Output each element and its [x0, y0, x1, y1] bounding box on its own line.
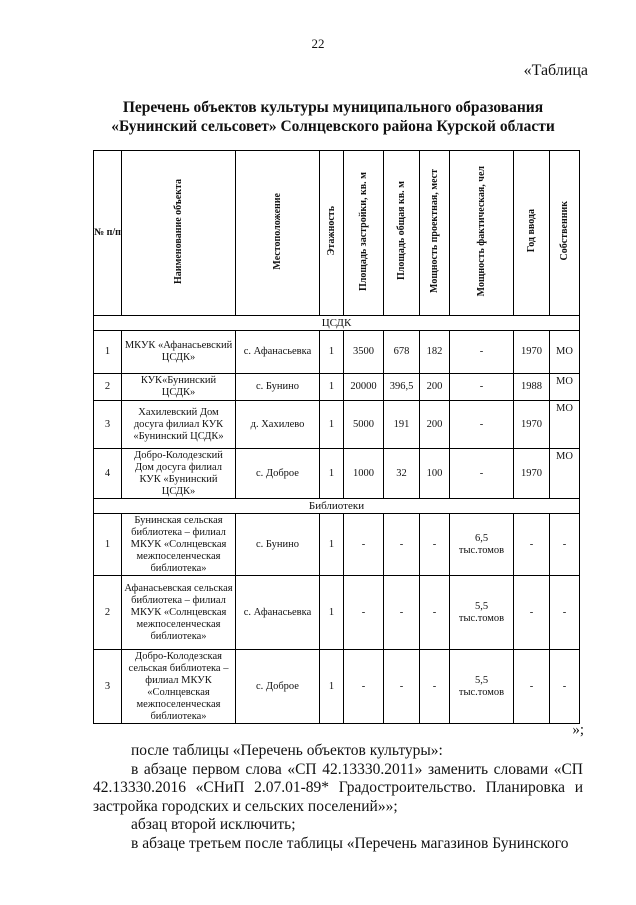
- cell-floors: 1: [320, 650, 344, 724]
- cell-year: 1988: [514, 374, 550, 401]
- section-row-libraries: [94, 499, 580, 514]
- header-location-label: Местоположение: [272, 192, 283, 270]
- cell-num: 2: [94, 374, 122, 401]
- cell-num: 1: [94, 514, 122, 576]
- cell-floors: 1: [320, 401, 344, 449]
- cell-name: Афанасьевская сельская библиотека – филиал МКУК «Солнцевская межпоселенческая библиотека»: [122, 576, 236, 650]
- cell-name: Хахилевский Дом досуга филиал КУК «Бунинский ЦСДК»: [122, 401, 236, 449]
- cell-year: -: [514, 514, 550, 576]
- cell-owner: -: [550, 650, 580, 724]
- cell-total-area: -: [384, 576, 420, 650]
- cell-total-area: -: [384, 514, 420, 576]
- cell-design-capacity: -: [420, 576, 450, 650]
- cell-built-area: 20000: [344, 374, 384, 401]
- cell-name: КУК«Бунинский ЦСДК»: [122, 374, 236, 401]
- header-total-area-label: Площадь общая кв. м: [396, 181, 407, 281]
- cell-year: 1970: [514, 401, 550, 449]
- cell-floors: 1: [320, 374, 344, 401]
- paragraph-4: в абзаце третьем после таблицы «Перечень магазинов Бунинского: [131, 834, 569, 852]
- section-row-csdk: [94, 316, 580, 331]
- section-title-libraries: Библиотеки: [94, 499, 580, 514]
- cell-built-area: -: [344, 514, 384, 576]
- header-owner: [550, 151, 580, 316]
- cell-actual-capacity: 6,5 тыс.томов: [450, 514, 514, 576]
- cell-year: 1970: [514, 331, 550, 374]
- cell-total-area: 396,5: [384, 374, 420, 401]
- cell-num: 2: [94, 576, 122, 650]
- cell-actual-capacity: -: [450, 401, 514, 449]
- cell-built-area: 3500: [344, 331, 384, 374]
- cell-design-capacity: 200: [420, 401, 450, 449]
- cell-num: 3: [94, 650, 122, 724]
- header-actual-capacity: [450, 151, 514, 316]
- table-row: [94, 401, 580, 449]
- cell-owner: -: [550, 514, 580, 576]
- cell-num: 4: [94, 449, 122, 499]
- header-built-area-label: Площадь застройки, кв. м: [358, 171, 369, 291]
- cell-num: 1: [94, 331, 122, 374]
- header-year: [514, 151, 550, 316]
- page-number: 22: [311, 36, 325, 51]
- table-row: [94, 331, 580, 374]
- header-design-capacity: [420, 151, 450, 316]
- cell-location: с. Бунино: [236, 374, 320, 401]
- table-row: [94, 576, 580, 650]
- paragraph-1: после таблицы «Перечень объектов культуры»:: [131, 742, 443, 759]
- culture-objects-table: [93, 150, 580, 724]
- document-title: [60, 98, 606, 136]
- header-actual-capacity-label: Мощность фактическая, чел: [476, 165, 487, 297]
- cell-design-capacity: 182: [420, 331, 450, 374]
- cell-actual-capacity: 5,5 тыс.томов: [450, 576, 514, 650]
- table-row: [94, 374, 580, 401]
- cell-num: 3: [94, 401, 122, 449]
- cell-year: -: [514, 576, 550, 650]
- cell-location: с. Афанасьевка: [236, 576, 320, 650]
- cell-owner: МО: [550, 449, 580, 499]
- cell-built-area: 1000: [344, 449, 384, 499]
- cell-built-area: -: [344, 650, 384, 724]
- cell-design-capacity: 200: [420, 374, 450, 401]
- section-title-csdk: ЦСДК: [94, 316, 580, 331]
- title-line-1: Перечень объектов культуры муниципального образования: [122, 99, 544, 116]
- header-floors-label: Этажность: [326, 206, 337, 256]
- table-row: [94, 449, 580, 499]
- cell-owner: МО: [550, 331, 580, 374]
- cell-name: Бунинская сельская библиотека – филиал МКУК «Солнцевская межпоселенческая библиотека»: [122, 514, 236, 576]
- table-row: [94, 514, 580, 576]
- cell-year: 1970: [514, 449, 550, 499]
- cell-location: с. Афанасьевка: [236, 331, 320, 374]
- cell-design-capacity: 100: [420, 449, 450, 499]
- header-num-label: № п/п: [94, 227, 121, 238]
- header-built-area: [344, 151, 384, 316]
- header-year-label: Год ввода: [526, 209, 537, 253]
- header-name: [122, 151, 236, 316]
- cell-built-area: 5000: [344, 401, 384, 449]
- cell-floors: 1: [320, 331, 344, 374]
- cell-total-area: 191: [384, 401, 420, 449]
- header-total-area: [384, 151, 420, 316]
- title-line-2: «Бунинский сельсовет» Солнцевского района Курской области: [111, 118, 555, 135]
- cell-total-area: 32: [384, 449, 420, 499]
- cell-owner: МО: [550, 374, 580, 401]
- table-closing-mark: »;: [572, 722, 584, 738]
- cell-floors: 1: [320, 514, 344, 576]
- cell-actual-capacity: 5,5 тыс.томов: [450, 650, 514, 724]
- header-owner-label: Собственник: [559, 201, 570, 261]
- header-row: [94, 151, 580, 316]
- cell-actual-capacity: -: [450, 374, 514, 401]
- cell-location: д. Хахилево: [236, 401, 320, 449]
- header-location: [236, 151, 320, 316]
- cell-actual-capacity: -: [450, 449, 514, 499]
- cell-actual-capacity: -: [450, 331, 514, 374]
- cell-floors: 1: [320, 576, 344, 650]
- cell-name: Добро-Колодезская сельская библиотека – филиал МКУК «Солнцевская межпоселенческая библиотека»: [122, 650, 236, 724]
- paragraph-3: абзац второй исключить;: [131, 816, 296, 833]
- cell-floors: 1: [320, 449, 344, 499]
- table-caption: «Таблица: [523, 62, 588, 79]
- cell-location: с. Доброе: [236, 650, 320, 724]
- cell-name: МКУК «Афанасьевский ЦСДК»: [122, 331, 236, 374]
- amendment-text: [93, 742, 583, 853]
- cell-total-area: 678: [384, 331, 420, 374]
- cell-built-area: -: [344, 576, 384, 650]
- cell-owner: МО: [550, 401, 580, 449]
- table-row: [94, 650, 580, 724]
- cell-location: с. Доброе: [236, 449, 320, 499]
- cell-owner: -: [550, 576, 580, 650]
- header-floors: [320, 151, 344, 316]
- header-num: [94, 151, 122, 316]
- paragraph-2: в абзаце первом слова «СП 42.13330.2011» заменить словами «СП 42.13330.2016 «СНиП 2.07.01-89* Градостроительство. Планировка и застройка городских и сельских поселений»»;: [93, 760, 583, 815]
- cell-design-capacity: -: [420, 514, 450, 576]
- cell-name: Добро-Колодезский Дом досуга филиал КУК «Бунинский ЦСДК»: [122, 449, 236, 499]
- header-name-label: Наименование объекта: [173, 178, 184, 284]
- header-design-capacity-label: Мощность проектная, мест: [429, 169, 440, 293]
- cell-location: с. Бунино: [236, 514, 320, 576]
- cell-total-area: -: [384, 650, 420, 724]
- cell-year: -: [514, 650, 550, 724]
- cell-design-capacity: -: [420, 650, 450, 724]
